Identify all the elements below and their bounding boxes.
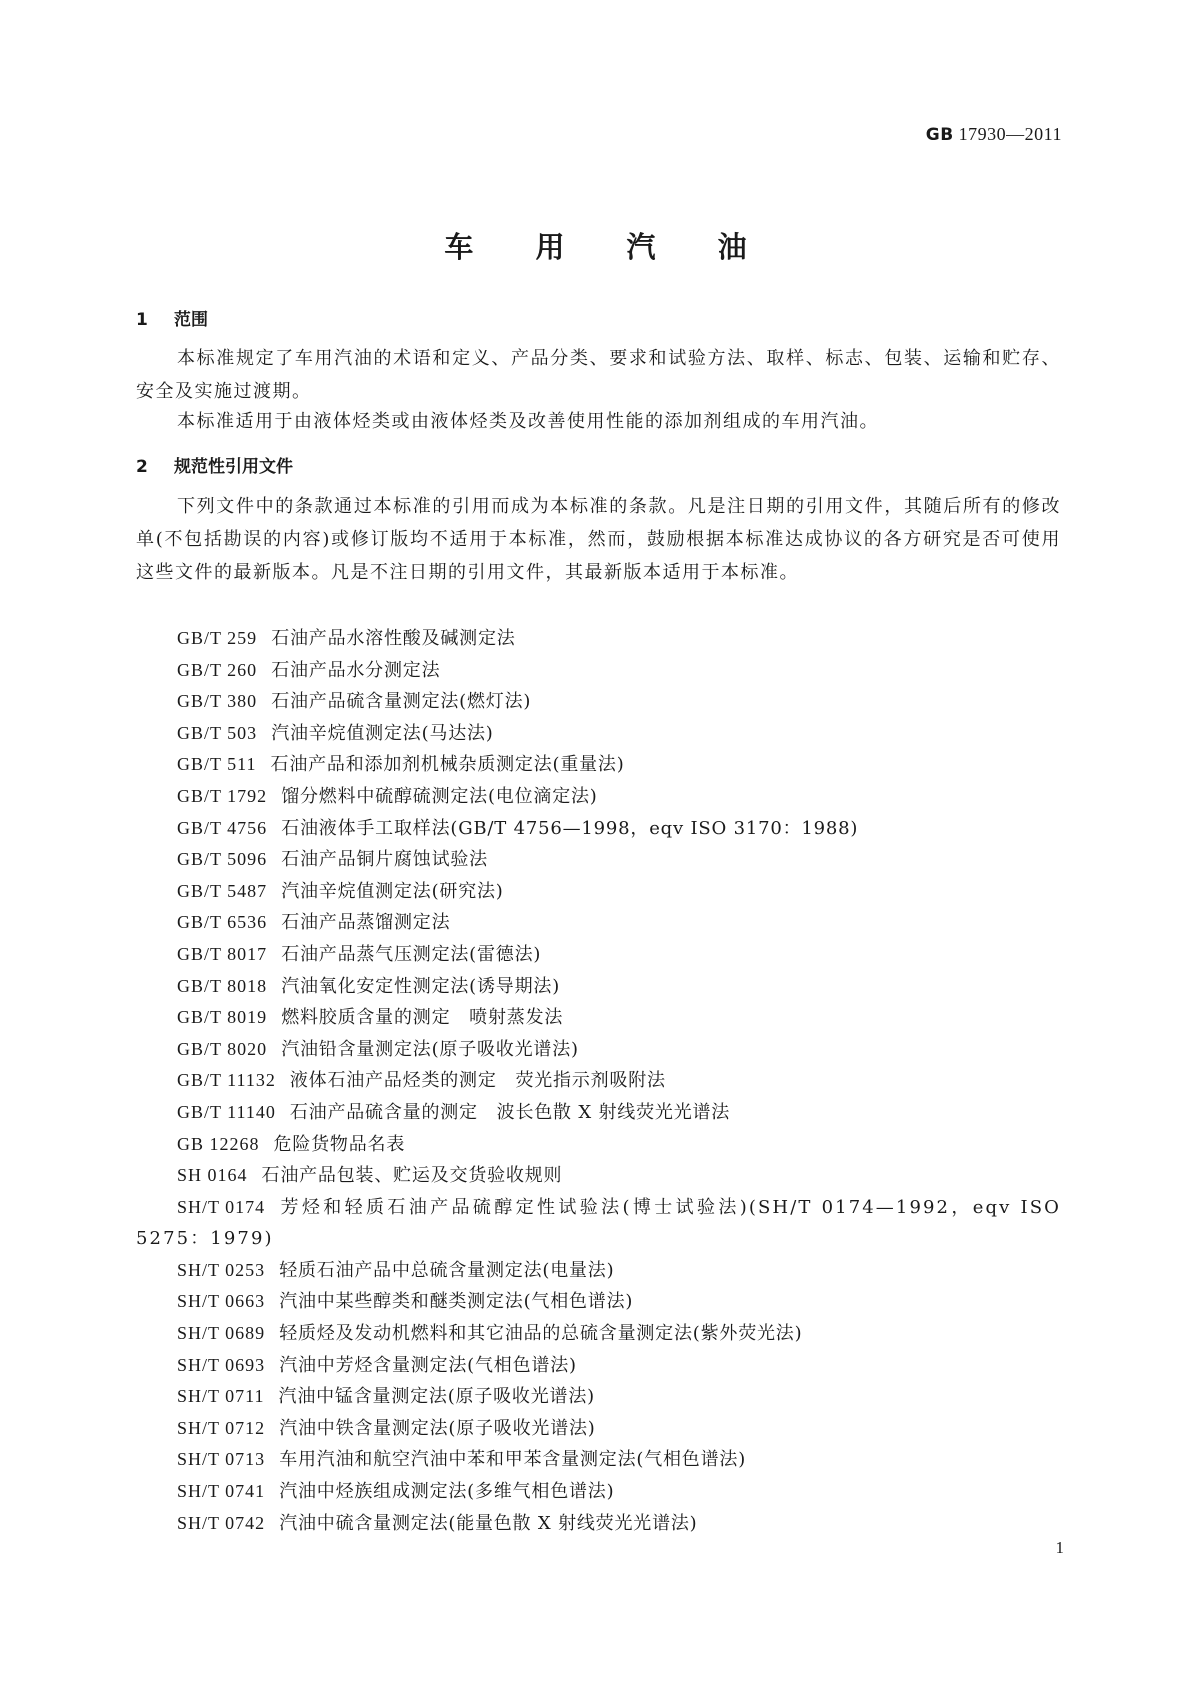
reference-code: SH/T 0689 — [177, 1323, 266, 1344]
reference-title: 车用汽油和航空汽油中苯和甲苯含量测定法(气相色谱法) — [279, 1449, 747, 1471]
reference-item — [136, 844, 1061, 876]
reference-code: GB/T 5096 — [177, 849, 268, 870]
reference-item — [136, 1318, 1061, 1350]
reference-item — [136, 939, 1061, 971]
reference-code: GB/T 260 — [177, 659, 258, 680]
reference-title: 汽油中烃族组成测定法(多维气相色谱法) — [279, 1481, 615, 1503]
reference-code: SH 0164 — [177, 1165, 248, 1186]
reference-item — [136, 907, 1061, 939]
reference-item — [136, 1255, 1061, 1287]
reference-item — [136, 1192, 1061, 1255]
reference-code: GB/T 4756 — [177, 817, 268, 838]
reference-title: 汽油中铁含量测定法(原子吸收光谱法) — [279, 1417, 596, 1439]
section-heading-normative-references — [136, 452, 293, 477]
section-number: 1 — [136, 310, 148, 330]
reference-title: 石油产品硫含量测定法(燃灯法) — [271, 691, 532, 713]
reference-code: SH/T 0742 — [177, 1512, 266, 1533]
reference-title: 汽油中硫含量测定法(能量色散 X 射线荧光光谱法) — [279, 1512, 698, 1534]
reference-item — [136, 655, 1061, 687]
reference-code: GB/T 5487 — [177, 880, 268, 901]
reference-code: GB/T 1792 — [177, 785, 268, 806]
reference-title: 石油液体手工取样法(GB/T 4756—1998，eqv ISO 3170：1988) — [281, 817, 859, 839]
reference-item — [136, 1444, 1061, 1476]
reference-list — [136, 623, 1061, 1539]
reference-title: 液体石油产品烃类的测定 荧光指示剂吸附法 — [289, 1070, 666, 1092]
reference-item — [136, 1476, 1061, 1508]
reference-item — [136, 971, 1061, 1003]
reference-title: 石油产品和添加剂机械杂质测定法(重量法) — [270, 754, 625, 776]
reference-title: 馏分燃料中硫醇硫测定法(电位滴定法) — [281, 785, 598, 807]
section-title: 范围 — [174, 310, 208, 330]
reference-title: 燃料胶质含量的测定 喷射蒸发法 — [281, 1007, 564, 1029]
reference-code: GB/T 8017 — [177, 943, 268, 964]
reference-title: 汽油氧化安定性测定法(诱导期法) — [281, 975, 561, 997]
reference-title: 芳烃和轻质石油产品硫醇定性试验法(博士试验法)(SH/T 0174—1992，eqv ISO 5275：1979) — [136, 1196, 1061, 1250]
reference-title: 石油产品水溶性酸及碱测定法 — [271, 628, 516, 649]
reference-title: 轻质烃及发动机燃料和其它油品的总硫含量测定法(紫外荧光法) — [279, 1323, 803, 1345]
reference-title: 汽油辛烷值测定法(马达法) — [271, 722, 494, 744]
reference-code: GB/T 6536 — [177, 912, 268, 933]
reference-title: 石油产品蒸馏测定法 — [281, 912, 451, 934]
reference-code: SH/T 0713 — [177, 1449, 266, 1470]
reference-item — [136, 1381, 1061, 1413]
reference-title: 轻质石油产品中总硫含量测定法(电量法) — [279, 1259, 615, 1281]
reference-title: 石油产品水分测定法 — [271, 659, 441, 681]
reference-code: SH/T 0174 — [177, 1196, 266, 1217]
reference-title: 汽油铅含量测定法(原子吸收光谱法) — [281, 1038, 579, 1060]
reference-item — [136, 813, 1061, 845]
reference-code: SH/T 0712 — [177, 1417, 266, 1438]
reference-item — [136, 876, 1061, 908]
page-number: 1 — [1055, 1538, 1064, 1557]
section-title: 规范性引用文件 — [174, 457, 293, 477]
standard-number: 17930—2011 — [958, 124, 1062, 144]
reference-code: GB/T 8019 — [177, 1007, 268, 1028]
reference-code: GB/T 8018 — [177, 975, 268, 996]
reference-code: SH/T 0663 — [177, 1291, 266, 1312]
reference-code: SH/T 0253 — [177, 1259, 266, 1280]
reference-title: 石油产品包装、贮运及交货验收规则 — [261, 1165, 563, 1187]
reference-code: GB/T 259 — [177, 628, 258, 648]
reference-item — [136, 1508, 1061, 1540]
paragraph: 本标准规定了车用汽油的术语和定义、产品分类、要求和试验方法、取样、标志、包装、运输和贮存、安全及实施过渡期。 — [136, 348, 1061, 402]
paragraph: 下列文件中的条款通过本标准的引用而成为本标准的条款。凡是注日期的引用文件，其随后所有的修改单(不包括勘误的内容)或修订版均不适用于本标准，然而，鼓励根据本标准达成协议的各方研究是否可使用这些文件的最新版本。凡是不注日期的引用文件，其最新版本适用于本标准。 — [136, 496, 1061, 583]
reference-title: 汽油中芳烃含量测定法(气相色谱法) — [279, 1354, 577, 1376]
section-number: 2 — [136, 457, 148, 477]
reference-title: 危险货物品名表 — [273, 1133, 406, 1155]
reference-code: GB/T 8020 — [177, 1038, 268, 1059]
reference-title: 汽油中锰含量测定法(原子吸收光谱法) — [278, 1386, 595, 1408]
section-heading-scope — [136, 305, 208, 330]
reference-title: 石油产品蒸气压测定法(雷德法) — [281, 943, 542, 965]
reference-code: GB/T 380 — [177, 691, 258, 712]
reference-item — [136, 749, 1061, 781]
reference-title: 汽油辛烷值测定法(研究法) — [281, 880, 504, 902]
reference-code: SH/T 0693 — [177, 1354, 266, 1375]
reference-title: 汽油中某些醇类和醚类测定法(气相色谱法) — [279, 1291, 634, 1313]
reference-title: 石油产品铜片腐蚀试验法 — [281, 849, 488, 871]
reference-code: GB/T 11132 — [177, 1070, 276, 1091]
standard-prefix: GB — [925, 125, 954, 145]
reference-item — [136, 1129, 1061, 1161]
paragraph: 本标准适用于由液体烃类或由液体烃类及改善使用性能的添加剂组成的车用汽油。 — [177, 411, 879, 432]
document-title: 车 用 汽 油 — [444, 230, 773, 264]
reference-item — [136, 686, 1061, 718]
reference-code: GB/T 11140 — [177, 1101, 276, 1122]
reference-item — [136, 718, 1061, 750]
reference-item — [136, 1413, 1061, 1445]
reference-title: 石油产品硫含量的测定 波长色散 X 射线荧光光谱法 — [289, 1101, 731, 1123]
reference-code: SH/T 0741 — [177, 1481, 266, 1502]
reference-item — [136, 1065, 1061, 1097]
reference-item — [136, 781, 1061, 813]
reference-code: SH/T 0711 — [177, 1386, 265, 1407]
reference-code: GB 12268 — [177, 1133, 260, 1154]
reference-code: GB/T 503 — [177, 722, 258, 743]
reference-item — [136, 1350, 1061, 1382]
reference-item — [136, 1002, 1061, 1034]
reference-item — [136, 1286, 1061, 1318]
reference-item — [136, 1160, 1061, 1192]
reference-item — [136, 1034, 1061, 1066]
reference-item — [136, 1097, 1061, 1129]
reference-item — [136, 623, 1061, 655]
standard-code — [926, 124, 1062, 145]
reference-code: GB/T 511 — [177, 754, 257, 775]
